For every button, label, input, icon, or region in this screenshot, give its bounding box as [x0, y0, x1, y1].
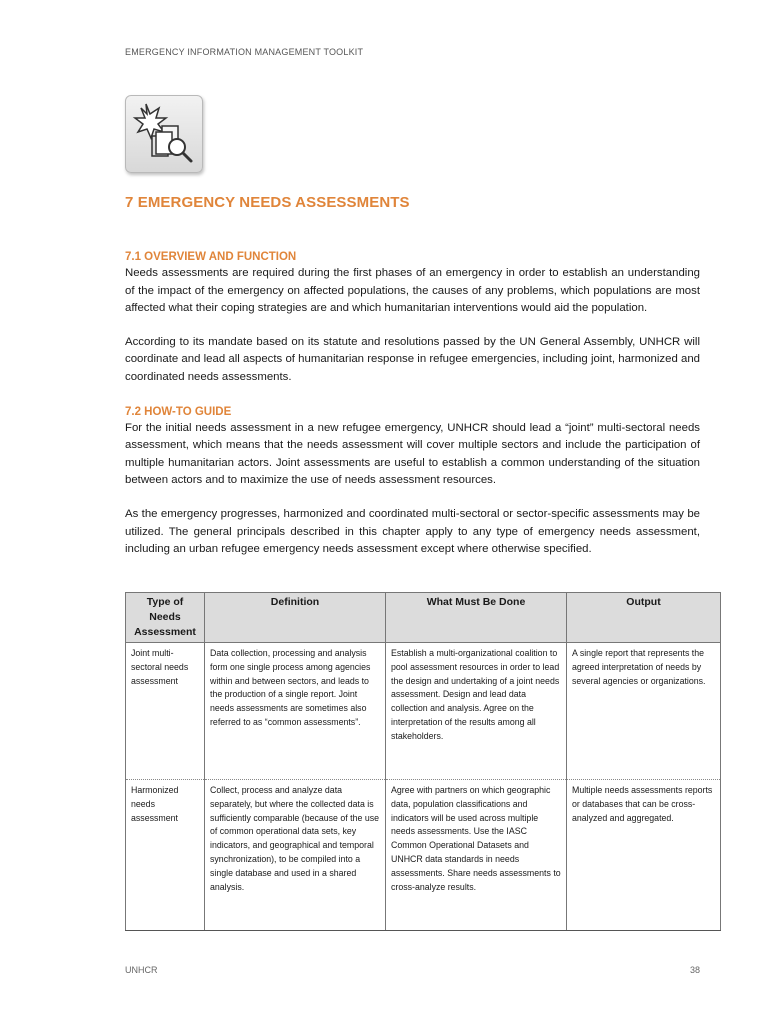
paragraph: Needs assessments are required during the first phases of an emergency in order to establish an understanding of the impact of the emergency on affected populations, the causes of any problems, which populations are most affected what their coping strategies are and which humanitarian interventions would aid the population.: [125, 267, 700, 315]
table-cell: Data collection, processing and analysis form one single process among agencies within and between sectors, and leads to the production of a single report. Joint needs assessments are sometimes also referred to as “common assessments”.: [205, 643, 386, 780]
table-cell: Harmonized needs assessment: [126, 780, 205, 931]
column-header: Definition: [205, 593, 386, 643]
page-number: 38: [689, 965, 700, 975]
column-header: Output: [567, 593, 721, 643]
running-header: EMERGENCY INFORMATION MANAGEMENT TOOLKIT: [125, 47, 364, 57]
table-row: [126, 780, 721, 931]
table-cell: Multiple needs assessments reports or databases that can be cross-analyzed and aggregated.: [567, 780, 721, 931]
needs-assessment-icon: [125, 95, 203, 173]
table-cell: Collect, process and analyze data separately, but where the collected data is sufficiently comparable (because of the use of common operational data sets, key indicators, and geographical and temporal synchronization), to be compiled into a single database and used in a shared analysis.: [205, 780, 386, 931]
chapter-title: 7 EMERGENCY NEEDS ASSESSMENTS: [125, 194, 410, 211]
section-title-how-to: 7.2 HOW-TO GUIDE: [125, 405, 232, 418]
table-cell: Agree with partners on which geographic data, population classifications and indicators will be used across multiple needs assessments. Use the IASC Common Operational Datasets and UNHCR data standards in needs assessments. Share needs assessments to cross-analyze results.: [386, 780, 567, 931]
assessment-types-table: [125, 592, 721, 931]
table-cell: Joint multi-sectoral needs assessment: [126, 643, 205, 780]
paragraph: For the initial needs assessment in a new refugee emergency, UNHCR should lead a “joint” multi-sectoral needs assessment, which means that the needs assessment will cover multiple sectors and include the participation of multiple humanitarian actors. Joint assessments are useful to establish a common understanding of the situation between actors and to maximize the use of needs assessment resources.: [125, 421, 700, 487]
table-row: [126, 643, 721, 780]
paragraph: According to its mandate based on its statute and resolutions passed by the UN General Assembly, UNHCR will coordinate and lead all aspects of humanitarian response in refugee emergencies, including joint, harmonized and coordinated needs assessments.: [125, 335, 700, 383]
column-header: Type of Needs Assessment: [126, 593, 205, 643]
column-header: What Must Be Done: [386, 593, 567, 643]
body-content: [125, 249, 700, 559]
table-cell: A single report that represents the agreed interpretation of needs by several agencies or organizations.: [567, 643, 721, 780]
section-title-overview: 7.1 OVERVIEW AND FUNCTION: [125, 251, 297, 263]
table-header-row: [126, 593, 721, 643]
footer-org: UNHCR: [125, 965, 158, 975]
paragraph: As the emergency progresses, harmonized and coordinated multi-sectoral or sector-specific assessments may be utilized. The general principals described in this chapter apply to any type of emergency needs assessment, including an urban refugee emergency needs assessment except where otherwise specified.: [125, 507, 700, 556]
table-cell: Establish a multi-organizational coalition to pool assessment resources in order to lead the design and undertaking of a joint needs assessment. Design and lead data collection and analysis. Agree on the interpretation of the results among all stakeholders.: [386, 643, 567, 780]
